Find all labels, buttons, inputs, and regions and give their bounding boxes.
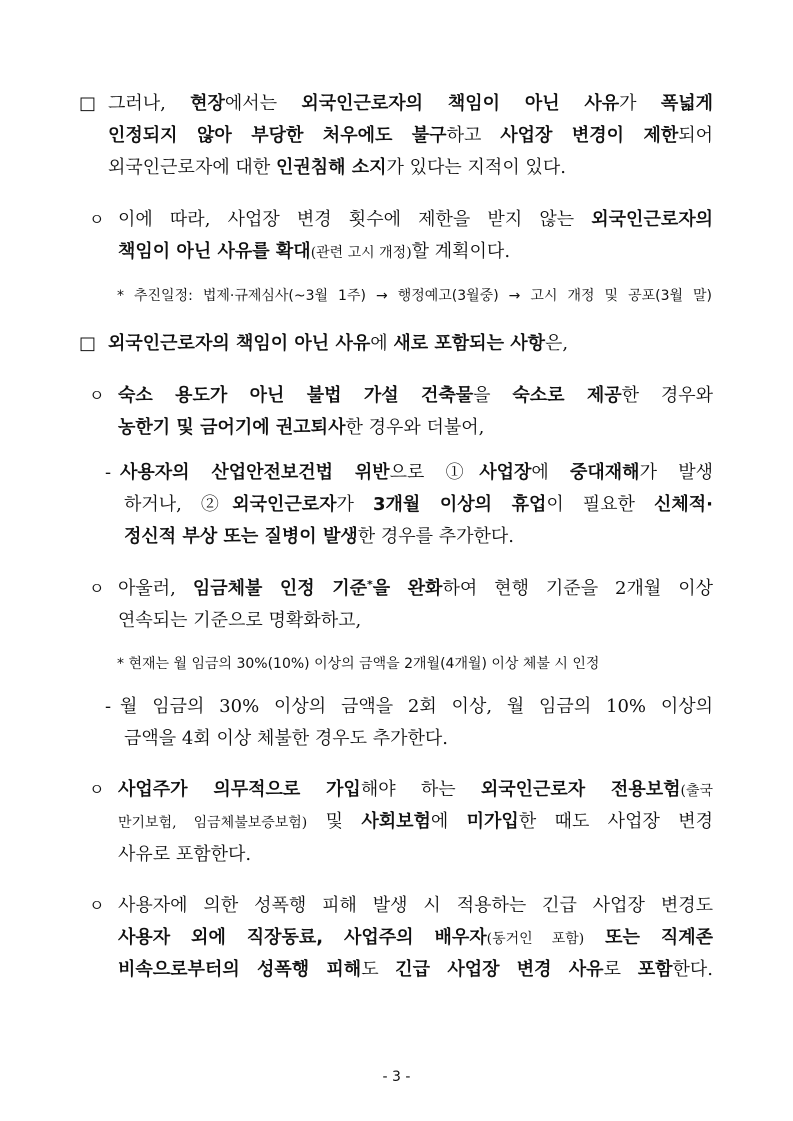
insurance-line-1 [118, 774, 713, 806]
emphasis-text: 사업장 [479, 462, 532, 483]
parenthetical-text: (출국 [680, 783, 713, 799]
page-number: - 3 - [382, 1069, 411, 1085]
body-text: 한 경우를 추가한다. [357, 526, 515, 547]
emphasis-text: 임금체불 인정 기준 [192, 578, 367, 599]
insurance-line-2 [118, 806, 713, 838]
assault-line-2 [118, 922, 713, 954]
body-text: 사용자에 의한 성폭행 피해 발생 시 적용하는 긴급 사업장 변경도 [118, 895, 713, 916]
assault-line-1 [118, 890, 713, 922]
emphasis-text: 긴급 사업장 변경 사유 [395, 959, 604, 980]
new-reasons-line-1 [108, 328, 713, 360]
emphasis-text: 인권침해 소지 [275, 157, 387, 178]
intro-line-1 [108, 88, 713, 120]
emphasis-text: 또는 직계존 [584, 927, 713, 948]
circle-bullet: ㅇ [89, 780, 105, 799]
body-text: 로 [603, 959, 638, 980]
body-text: 월 임금의 30% 이상의 금액을 2회 이상, 월 임금의 10% 이상의 [120, 696, 713, 717]
plan-line-2 [118, 236, 713, 268]
emphasis-text: 을 완화 [372, 578, 443, 599]
current-criteria-note: * 현재는 월 임금의 30%(10%) 이상의 금액을 2개월(4개월) 이상 체불 시 인정 [117, 656, 600, 672]
body-text: 가 [619, 93, 661, 114]
dormitory-line-2 [118, 412, 713, 444]
body-text: 이에 따라, 사업장 변경 횟수에 제한을 받지 않는 [118, 209, 592, 230]
body-text: 및 [307, 811, 362, 832]
square-bullet: □ [79, 333, 97, 354]
emphasis-text: 정신적 부상 또는 질병이 발생 [124, 526, 358, 547]
wage-line-2 [118, 605, 713, 637]
body-text: 금액을 4회 이상 체불한 경우도 추가한다. [124, 728, 448, 749]
emphasis-text: 사용자의 산업안전보건법 위반 [120, 462, 390, 483]
dash-bullet: - [105, 696, 112, 717]
body-text: 은, [545, 333, 569, 354]
insurance-line-3 [118, 839, 713, 871]
body-text: 을 [473, 385, 513, 406]
body-text: 에 [370, 333, 394, 354]
schedule-note: * 추진일정: 법제·규제심사(~3월 1주) → 행정예고(3월중) → 고시 개정 및 공포(3월 말) [117, 288, 712, 304]
emphasis-text: 새로 포함되는 사항 [393, 333, 545, 354]
wage-line-1 [118, 573, 713, 605]
body-text: 한 경우와 [621, 385, 713, 406]
body-text: 한 때도 사업장 변경 [518, 811, 713, 832]
circle-bullet: ㅇ [89, 896, 105, 915]
assault-line-3 [118, 954, 713, 986]
body-text: 그러나, [108, 93, 191, 114]
dash-bullet: - [105, 462, 112, 483]
circle-bullet: ㅇ [89, 386, 105, 405]
circle-bullet: ㅇ [89, 210, 105, 229]
body-text: 가 있다는 지적이 있다. [386, 157, 566, 178]
wage-sub-line-2 [124, 723, 713, 755]
body-text: 되어 [678, 125, 714, 146]
emphasis-text: 책임이 아닌 사유를 확대 [118, 241, 311, 262]
body-text: 하고 [446, 125, 501, 146]
body-text: 가 발생 [639, 462, 713, 483]
circle-bullet: ㅇ [89, 579, 105, 598]
body-text: 에서는 [224, 93, 302, 114]
body-text: 해야 하는 [360, 779, 481, 800]
footnote-asterisk: * [366, 578, 373, 591]
emphasis-text: 포함 [637, 959, 673, 980]
wage-sub-line-1 [120, 691, 713, 723]
emphasis-text: 신체적· [653, 494, 713, 515]
emphasis-text: 현장 [190, 93, 225, 114]
emphasis-text: 폭넓게 [660, 93, 713, 114]
body-text: 하여 현행 기준을 2개월 이상 [442, 578, 714, 599]
square-bullet: □ [79, 93, 97, 114]
emphasis-text: 인정되지 않아 부당한 처우에도 불구 [108, 125, 447, 146]
safety-line-2 [124, 489, 713, 521]
emphasis-text: 외국인근로자의 [591, 209, 713, 230]
emphasis-text: 숙소 용도가 아닌 불법 가설 건축물 [118, 385, 474, 406]
emphasis-text: 외국인근로자의 책임이 아닌 사유 [108, 333, 371, 354]
safety-line-3 [124, 521, 713, 553]
emphasis-text: 외국인근로자 [232, 494, 337, 515]
body-text: 도 [361, 959, 396, 980]
emphasis-text: 비속으로부터의 성폭행 피해 [118, 959, 362, 980]
body-text: 으로 ① [389, 462, 480, 483]
emphasis-text: 3개월 이상의 휴업 [372, 494, 547, 515]
body-text: 한 경우와 더불어, [345, 417, 485, 438]
body-text: 에 [430, 811, 467, 832]
body-text: 아울러, [118, 578, 193, 599]
emphasis-text: 사용자 외에 직장동료, 사업주의 배우자 [118, 927, 487, 948]
emphasis-text: 농한기 및 금어기에 권고퇴사 [118, 417, 346, 438]
emphasis-text: 숙소로 제공 [512, 385, 622, 406]
parenthetical-text: 만기보험, 임금체불보증보험) [118, 815, 308, 831]
body-text: 외국인근로자에 대한 [108, 157, 276, 178]
intro-line-2 [108, 120, 713, 152]
parenthetical-text: (관련 고시 개정) [310, 245, 412, 261]
parenthetical-text: (동거인 포함) [486, 931, 585, 947]
body-text: 가 [336, 494, 373, 515]
body-text: 할 계획이다. [411, 241, 511, 262]
emphasis-text: 사회보험 [361, 811, 431, 832]
safety-line-1 [120, 457, 713, 489]
body-text: 한다. [672, 959, 713, 980]
body-text: 하거나, ② [124, 494, 233, 515]
emphasis-text: 중대재해 [570, 462, 640, 483]
emphasis-text: 외국인근로자 전용보험 [480, 779, 681, 800]
body-text: 이 필요한 [546, 494, 654, 515]
emphasis-text: 외국인근로자의 책임이 아닌 사유 [301, 93, 620, 114]
plan-line-1 [118, 204, 713, 236]
emphasis-text: 미가입 [466, 811, 519, 832]
body-text: 사유로 포함한다. [118, 844, 252, 865]
body-text: 에 [531, 462, 571, 483]
emphasis-text: 사업장 변경이 제한 [500, 125, 679, 146]
body-text: 연속되는 기준으로 명확화하고, [118, 610, 362, 631]
intro-line-3 [108, 152, 713, 184]
emphasis-text: 사업주가 의무적으로 가입 [118, 779, 361, 800]
dormitory-line-1 [118, 380, 713, 412]
